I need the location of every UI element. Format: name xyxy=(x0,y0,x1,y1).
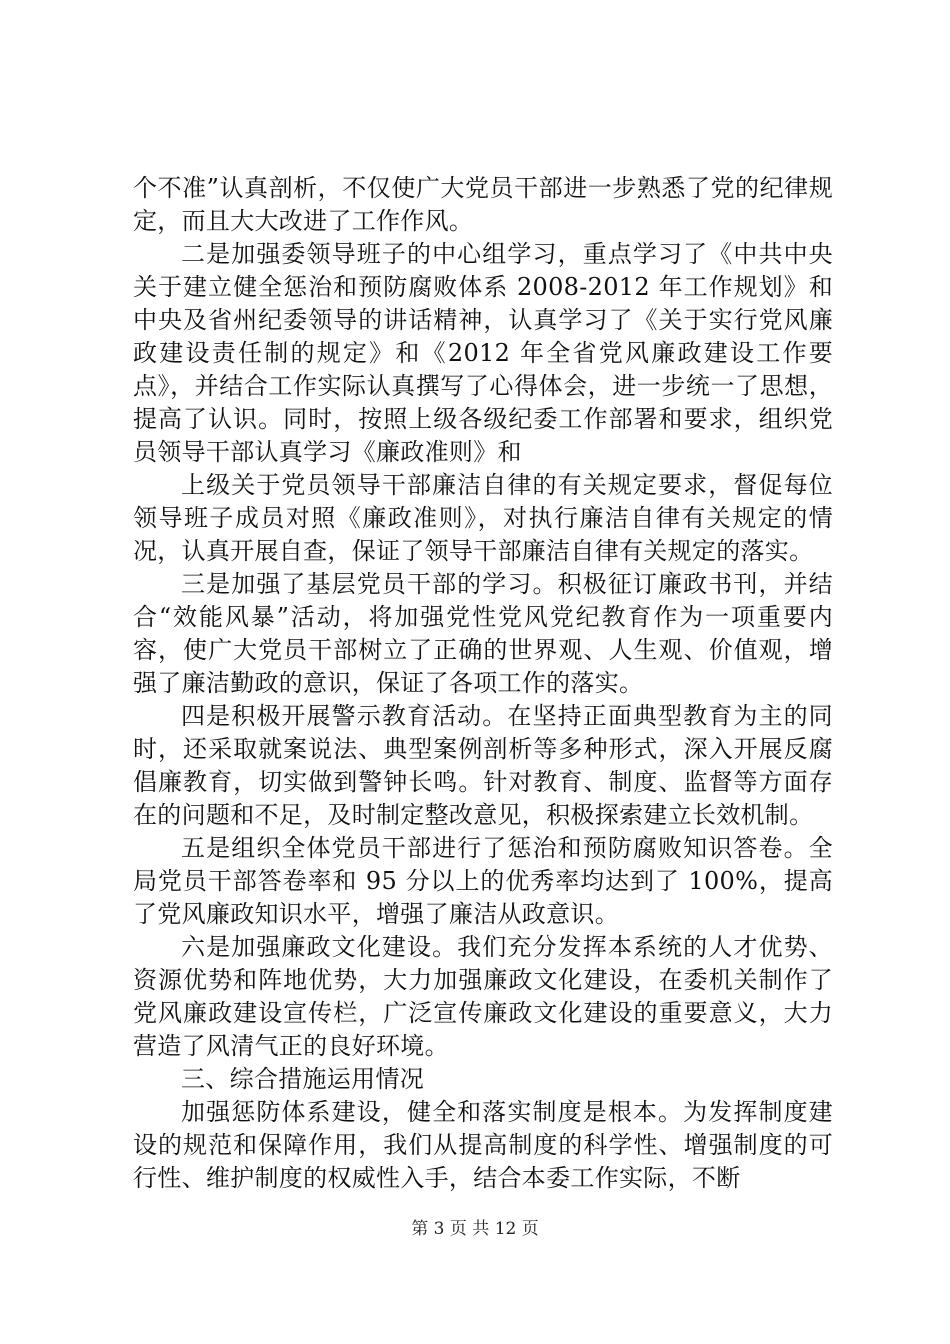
section-heading: 三、综合措施运用情况 xyxy=(181,1065,424,1093)
page-number-footer: 第 3 页 共 12 页 xyxy=(411,1219,539,1239)
paragraph-point-two: 二是加强委领导班子的中心组学习，重点学习了《中共中央关于建立健全惩治和预防腐败体系 2008-2012 年工作规划》和中央及省州纪委领导的讲话精神，认真学习了《关于实行党风廉政建设责任制的规定》和《2012 年全省党风廉政建设工作要点》，并结合工作实际认真撰写了心得体会，进一步统一了思想，提高了认识。同时，按照上级各级纪委工作部署和要求，组织党员领导干部认真学习《廉政准则》和 xyxy=(133,240,833,466)
paragraph-section-intro: 加强惩防体系建设，健全和落实制度是根本。为发挥制度建设的规范和保障作用，我们从提高制度的科学性、增强制度的可行性、维护制度的权威性入手，结合本委工作实际，不断 xyxy=(133,1098,833,1192)
paragraph-point-four: 四是积极开展警示教育活动。在坚持正面典型教育为主的同时，还采取就案说法、典型案例剖析等多种形式，深入开展反腐倡廉教育，切实做到警钟长鸣。针对教育、制度、监督等方面存在的问题和不足，及时制定整改意见，积极探索建立长效机制。 xyxy=(133,702,833,829)
paragraph-continuation: 个不准”认真剖析，不仅使广大党员干部进一步熟悉了党的纪律规定，而且大大改进了工作作风。 xyxy=(133,174,833,235)
paragraph-point-five: 五是组织全体党员干部进行了惩治和预防腐败知识答卷。全局党员干部答卷率和 95 分以上的优秀率均达到了 100%，提高了党风廉政知识水平，增强了廉洁从政意识。 xyxy=(133,834,833,928)
paragraph-point-three: 三是加强了基层党员干部的学习。积极征订廉政书刊，并结合“效能风暴”活动，将加强党性党风党纪教育作为一项重要内容，使广大党员干部树立了正确的世界观、人生观、价值观，增强了廉洁勤政的意识，保证了各项工作的落实。 xyxy=(133,570,833,697)
paragraph-point-two-continued: 上级关于党员领导干部廉洁自律的有关规定要求，督促每位领导班子成员对照《廉政准则》，对执行廉洁自律有关规定的情况，认真开展自查，保证了领导干部廉洁自律有关规定的落实。 xyxy=(133,471,833,565)
document-body xyxy=(133,172,833,1195)
paragraph-point-six: 六是加强廉政文化建设。我们充分发挥本系统的人才优势、资源优势和阵地优势，大力加强廉政文化建设，在委机关制作了党风廉政建设宣传栏，广泛宣传廉政文化建设的重要意义，大力营造了风清气正的良好环境。 xyxy=(133,933,833,1060)
